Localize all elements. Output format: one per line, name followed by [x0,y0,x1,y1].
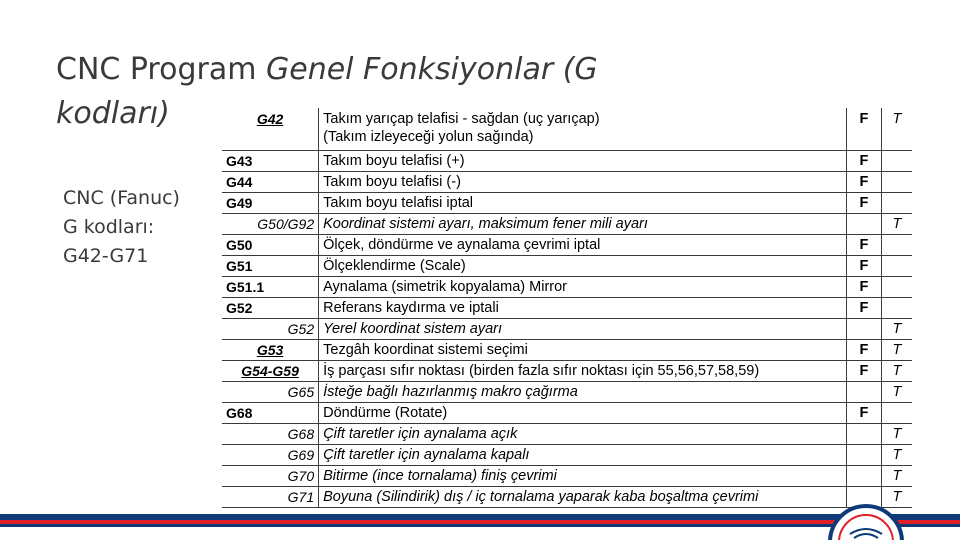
description-cell: Aynalama (simetrik kopyalama) Mirror [319,277,847,298]
description-cell: Çift taretler için aynalama açık [319,424,847,445]
f-flag-cell [846,382,881,403]
f-flag-cell: F [846,172,881,193]
t-flag-cell: T [881,382,912,403]
table-row [222,340,912,361]
g-code-cell [222,108,319,151]
t-flag-cell: T [881,445,912,466]
t-flag-cell: T [881,319,912,340]
g-code-cell: G69 [222,445,319,466]
description-line: (Takım izleyeceği yolun sağında) [323,129,534,145]
g-code-cell [222,340,319,361]
description-cell: İş parçası sıfır noktası (birden fazla sıfır noktası için 55,56,57,58,59) [319,361,847,382]
g-code-table [222,108,912,508]
g-code-cell: G71 [222,487,319,508]
description-cell: İsteğe bağlı hazırlanmış makro çağırma [319,382,847,403]
t-flag-cell [881,235,912,256]
body-line: G42-G71 [63,245,149,267]
description-cell: Ölçeklendirme (Scale) [319,256,847,277]
description-cell: Bitirme (ince tornalama) finiş çevrimi [319,466,847,487]
t-flag-cell [881,151,912,172]
t-flag-cell: T [881,487,912,508]
title-italic-text: Genel Fonksiyonlar (G [266,52,598,87]
table-row [222,256,912,277]
t-flag-cell: T [881,424,912,445]
t-flag-cell: T [881,361,912,382]
description-cell [319,108,847,151]
table-row [222,235,912,256]
f-flag-cell: F [846,277,881,298]
g-code-cell: G52 [222,298,319,319]
g-code-cell: G52 [222,319,319,340]
table-row [222,424,912,445]
f-flag-cell [846,424,881,445]
description-cell: Takım boyu telafisi (-) [319,172,847,193]
g-code-cell: G43 [222,151,319,172]
title-plain-text: CNC Program [56,52,266,87]
g-code-cell: G50 [222,235,319,256]
g-code-cell: G49 [222,193,319,214]
table-row [222,319,912,340]
f-flag-cell [846,214,881,235]
t-flag-cell: T [881,466,912,487]
f-flag-cell [846,466,881,487]
g-code-cell: G68 [222,424,319,445]
table-row [222,382,912,403]
table-row [222,403,912,424]
f-flag-cell [846,445,881,466]
table-row [222,277,912,298]
footer-stripe-blue-bottom [0,524,960,527]
t-flag-cell [881,256,912,277]
g-code-cell: G51.1 [222,277,319,298]
university-logo-icon [824,500,908,540]
g-code: G53 [256,342,284,358]
g-code: G54-G59 [241,363,299,379]
table-row [222,193,912,214]
t-flag-cell [881,172,912,193]
description-cell: Takım boyu telafisi iptal [319,193,847,214]
body-line: CNC (Fanuc) [63,187,180,209]
body-line: G kodları: [63,216,155,238]
f-flag-cell: F [846,403,881,424]
description-cell: Boyuna (Silindirik) dış / iç tornalama yaparak kaba boşaltma çevrimi [319,487,847,508]
t-flag-cell [881,193,912,214]
description-cell: Ölçek, döndürme ve aynalama çevrimi iptal [319,235,847,256]
f-flag-cell: F [846,298,881,319]
description-cell: Çift taretler için aynalama kapalı [319,445,847,466]
description-cell: Referans kaydırma ve iptali [319,298,847,319]
f-flag-cell: F [846,340,881,361]
g-code-cell: G51 [222,256,319,277]
description-cell: Döndürme (Rotate) [319,403,847,424]
t-flag-cell: T [881,214,912,235]
description-line: Takım yarıçap telafisi - sağdan (uç yarıçap) [323,111,600,127]
f-flag-cell: F [846,108,881,151]
t-flag-cell [881,298,912,319]
description-cell: Yerel koordinat sistem ayarı [319,319,847,340]
table-row [222,108,912,151]
title-italic-text-2: kodları) [56,96,170,131]
table-row [222,172,912,193]
table-row [222,466,912,487]
table-row [222,445,912,466]
f-flag-cell: F [846,151,881,172]
table-row [222,361,912,382]
t-flag-cell [881,277,912,298]
g-code-cell: G70 [222,466,319,487]
table-row [222,214,912,235]
description-cell: Tezgâh koordinat sistemi seçimi [319,340,847,361]
g-code-cell: G68 [222,403,319,424]
table-row [222,298,912,319]
f-flag-cell: F [846,193,881,214]
f-flag-cell: F [846,235,881,256]
t-flag-cell: T [881,340,912,361]
f-flag-cell [846,319,881,340]
g-code-cell: G65 [222,382,319,403]
slide-body-text [63,184,223,271]
g-code-cell [222,361,319,382]
f-flag-cell: F [846,361,881,382]
t-flag-cell [881,403,912,424]
g-code-cell: G44 [222,172,319,193]
table-row [222,487,912,508]
description-cell: Takım boyu telafisi (+) [319,151,847,172]
description-cell: Koordinat sistemi ayarı, maksimum fener mili ayarı [319,214,847,235]
table-row [222,151,912,172]
g-code-cell: G50/G92 [222,214,319,235]
g-code: G42 [256,111,284,127]
f-flag-cell: F [846,256,881,277]
t-flag-cell: T [881,108,912,151]
